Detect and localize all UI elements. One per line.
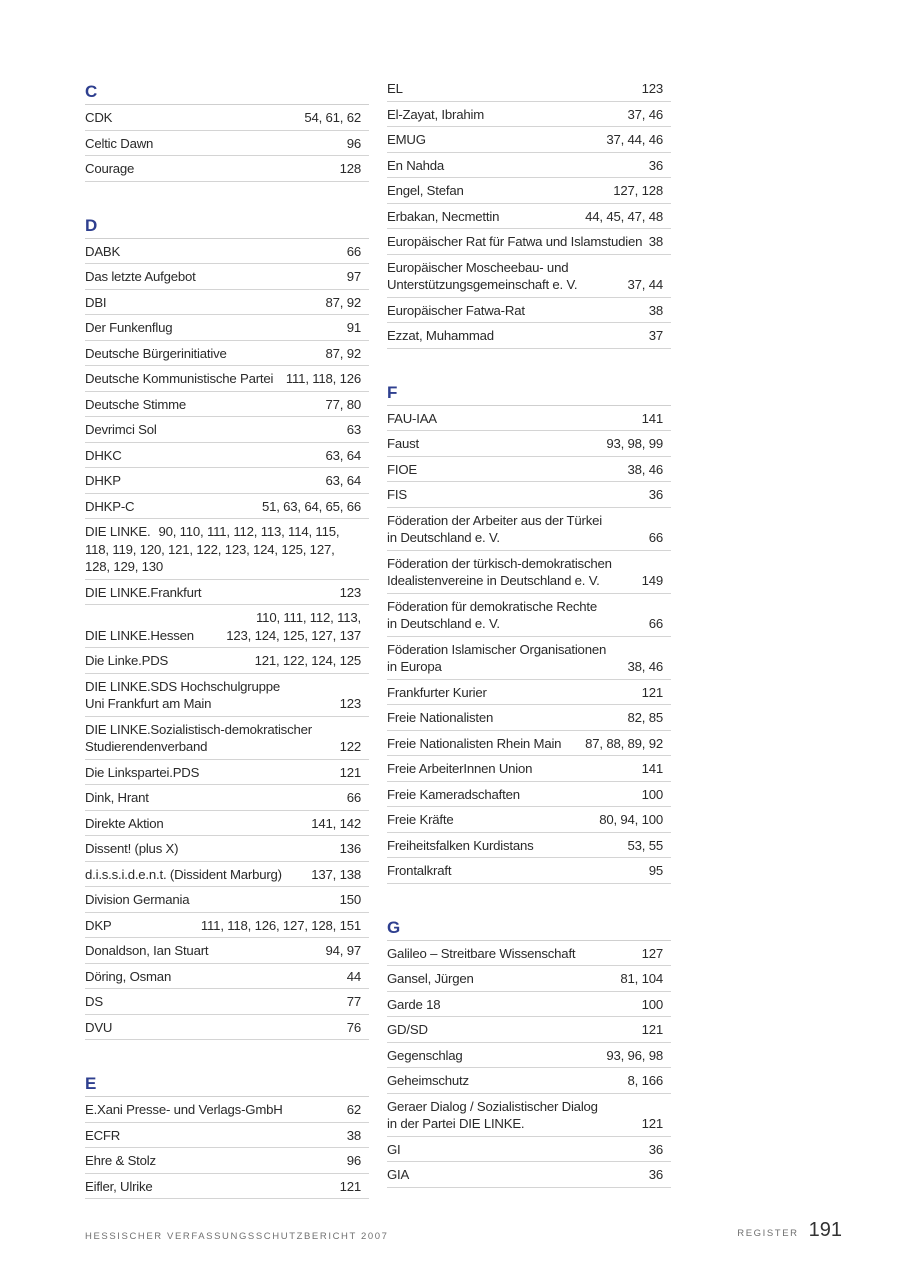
index-entry [387,178,671,204]
index-entry [387,204,671,230]
section-spacer [85,1040,369,1068]
index-entry [387,323,671,349]
index-entry [85,366,369,392]
entry-term: DIE LINKE. [85,524,151,539]
entry-pages: 76 [346,1019,361,1035]
index-entry [387,1094,671,1137]
entry-term: Galileo – Streitbare Wissenschaft [387,945,576,961]
entry-pages: 77 [346,994,361,1009]
entry-pages: 123 [339,696,361,711]
entry-pages: 121 [641,1022,663,1037]
index-entry [85,494,369,520]
entry-term: Freie Nationalisten Rhein Main [387,735,562,751]
index-entry [85,341,369,367]
entry-pages: 80, 94, 100 [599,812,663,827]
entry-pages: 38, 46 [627,659,663,674]
entry-pages: 87, 92 [325,345,361,361]
entry-pages: 100 [641,996,663,1012]
entry-term: EL [387,81,403,96]
entry-pages: 121 [641,684,663,700]
entry-pages: 136 [339,841,361,856]
entry-term: Die Linkspartei.PDS [85,764,200,780]
entry-pages: 37, 46 [627,106,663,122]
index-entry [85,785,369,811]
entry-pages: 127 [641,945,663,961]
entry-pages: 137, 138 [311,866,361,882]
entry-term: Föderation Islamischer Organisationen in Europa [387,641,607,674]
index-entry [85,1097,369,1123]
entry-term: DBI [85,294,107,310]
entry-pages: 53, 55 [627,837,663,853]
index-entry [387,457,671,483]
section-spacer [387,349,671,377]
entry-term: DIE LINKE.Hessen [85,627,194,643]
entry-pages: 141 [641,410,663,426]
entry-term: Donaldson, Ian Stuart [85,943,209,958]
entry-term: Europäischer Rat für Fatwa und Islamstudien [387,234,643,249]
index-column-left [85,76,369,1199]
index-entry [387,255,671,298]
index-entry [85,315,369,341]
entry-pages: 54, 61, 62 [304,110,361,125]
index-entry [387,153,671,179]
entry-pages: 36 [648,157,663,173]
entry-term: Föderation der türkisch-demokratischen Idealistenvereine in Deutschland e. V. [387,555,612,588]
entry-term: GD/SD [387,1022,428,1037]
section-letter-heading: G [387,912,671,941]
section-letter-heading: C [85,76,369,105]
index-entry [85,964,369,990]
entry-pages: 141, 142 [311,815,361,831]
entry-term: GI [387,1141,401,1157]
entry-pages: 51, 63, 64, 65, 66 [261,498,361,514]
index-entry [85,392,369,418]
entry-pages: 110, 111, 112, 113, 123, 124, 125, 127, 137 [226,610,361,643]
entry-term: DIE LINKE.SDS Hochschulgruppe Uni Frankfurt am Main [85,678,281,711]
index-entry [85,605,369,648]
index-entry [387,1043,671,1069]
entry-pages: 36 [648,1141,663,1157]
entry-pages: 127, 128 [613,183,663,198]
entry-pages: 36 [648,487,663,502]
entry-term: El-Zayat, Ibrahim [387,106,485,122]
index-entry [85,290,369,316]
section-letter-heading: F [387,377,671,406]
entry-pages: 141 [641,761,663,776]
footer-register [737,1219,842,1242]
entry-term: Der Funkenflug [85,320,173,335]
index-entry [387,637,671,680]
entry-pages: 66 [648,616,663,631]
index-entry [387,680,671,706]
entry-term: Das letzte Aufgebot [85,269,196,284]
index-entry [387,731,671,757]
entry-pages: 82, 85 [627,710,663,725]
index-entry [387,705,671,731]
entry-term: Freiheitsfalken Kurdistans [387,837,534,853]
index-entry [85,1174,369,1200]
index-entry [85,239,369,265]
index-entry [85,887,369,913]
index-entry [85,913,369,939]
index-entry [387,1137,671,1163]
index-entry [387,833,671,859]
index-entry [85,717,369,760]
entry-pages: 111, 118, 126, 127, 128, 151 [200,917,361,933]
index-entry [85,938,369,964]
index-entry [85,862,369,888]
entry-term: Erbakan, Necmettin [387,208,500,224]
entry-term: DABK [85,243,121,259]
index-entry [387,508,671,551]
entry-term: Gansel, Jürgen [387,971,474,986]
entry-term: Geraer Dialog / Sozialistischer Dialog in der Partei DIE LINKE. [387,1098,598,1131]
index-entry [85,674,369,717]
index-entry [387,1017,671,1043]
entry-pages: 62 [346,1102,361,1117]
entry-term: Courage [85,161,135,176]
entry-pages: 66 [648,530,663,545]
entry-term: Freie Kameradschaften [387,786,520,802]
index-entry [85,811,369,837]
index-entry [387,298,671,324]
index-entry [387,966,671,992]
entry-pages: 37, 44, 46 [606,132,663,147]
entry-pages: 37 [648,328,663,343]
section-spacer [85,182,369,210]
entry-pages: 149 [641,573,663,588]
entry-term: CDK [85,110,113,125]
entry-term: Europäischer Moscheebau- und Unterstützungsgemeinschaft e. V. [387,259,578,292]
entry-pages: 63 [346,422,361,437]
entry-pages: 121 [339,764,361,780]
index-entry [85,443,369,469]
index-entry [85,989,369,1015]
entry-term: Föderation für demokratische Rechte in Deutschland e. V. [387,598,597,631]
entry-term: En Nahda [387,157,445,173]
index-entry [387,229,671,255]
index-entry [387,482,671,508]
index-entry [387,102,671,128]
entry-term: E.Xani Presse- und Verlags-GmbH [85,1102,283,1117]
entry-pages: 96 [346,135,361,151]
index-entry [387,782,671,808]
entry-term: FIOE [387,461,417,477]
entry-term: FAU-IAA [387,410,437,426]
entry-pages: 150 [339,892,361,907]
entry-pages: 94, 97 [325,943,361,958]
section-letter-heading: E [85,1068,369,1097]
index-entry [85,156,369,182]
entry-pages: 38 [648,302,663,318]
entry-term: Frankfurter Kurier [387,684,487,700]
entry-pages: 44, 45, 47, 48 [585,208,663,224]
entry-pages: 38, 46 [627,461,663,477]
entry-term: DIE LINKE.Frankfurt [85,584,202,600]
index-entry [387,1162,671,1188]
entry-pages: 123 [641,81,663,96]
index-entry [387,1068,671,1094]
entry-term: Garde 18 [387,996,441,1012]
index-entry [85,1148,369,1174]
entry-pages: 81, 104 [620,971,663,986]
entry-term: Celtic Dawn [85,135,154,151]
entry-term: GIA [387,1167,410,1182]
index-entry [85,836,369,862]
index-entry [85,760,369,786]
entry-term: Die Linke.PDS [85,653,169,668]
entry-term: Direkte Aktion [85,815,164,831]
index-entry [85,1015,369,1041]
entry-pages: 77, 80 [325,396,361,412]
entry-pages: 100 [641,786,663,802]
entry-pages: 121 [339,1178,361,1194]
index-entry [387,941,671,967]
index-entry [387,406,671,432]
entry-pages: 38 [648,234,663,249]
entry-term: Dissent! (plus X) [85,841,179,856]
index-entry [85,1123,369,1149]
entry-term: Deutsche Bürgerinitiative [85,345,227,361]
entry-term: Ezzat, Muhammad [387,328,494,343]
entry-pages: 90, 110, 111, 112, 113, 114, 115, 118, 119, 120, 121, 122, 123, 124, 125, 127, 128, 129, 130 [85,524,340,574]
entry-term: Europäischer Fatwa-Rat [387,302,525,318]
footer-section-label: REGISTER [737,1228,799,1239]
entry-term: Deutsche Stimme [85,396,187,412]
entry-term: ECFR [85,1127,121,1143]
entry-term: Dink, Hrant [85,790,149,805]
entry-term: FIS [387,487,407,502]
entry-pages: 8, 166 [627,1073,663,1088]
index-entry [85,417,369,443]
section-letter-heading: D [85,210,369,239]
entry-pages: 36 [648,1167,663,1182]
entry-term: Gegenschlag [387,1047,463,1063]
index-entry [387,858,671,884]
entry-pages: 66 [346,790,361,805]
index-entry [387,127,671,153]
entry-term: Freie Kräfte [387,812,454,827]
entry-term: Division Germania [85,892,190,907]
index-entry [387,551,671,594]
index-entry [85,519,369,580]
footer-publication: HESSISCHER VERFASSUNGSSCHUTZBERICHT 2007 [85,1231,389,1242]
index-entry [85,131,369,157]
entry-pages: 93, 98, 99 [606,436,663,451]
entry-term: Döring, Osman [85,968,172,984]
index-entry [85,105,369,131]
entry-term: Faust [387,436,419,451]
entry-term: d.i.s.s.i.d.e.n.t. (Dissident Marburg) [85,866,282,882]
section-spacer [387,884,671,912]
entry-term: EMUG [387,132,426,147]
entry-pages: 95 [648,863,663,878]
index-entry [85,580,369,606]
entry-term: Freie ArbeiterInnen Union [387,761,533,776]
entry-pages: 96 [346,1153,361,1168]
entry-pages: 111, 118, 126 [285,371,361,386]
index-column-right [387,76,671,1188]
entry-pages: 122 [339,739,361,754]
entry-pages: 87, 92 [325,294,361,310]
entry-term: Ehre & Stolz [85,1153,156,1168]
entry-term: DHKC [85,447,122,463]
entry-term: DVU [85,1019,113,1035]
entry-term: DHKP-C [85,498,135,514]
entry-term: DS [85,994,103,1009]
entry-pages: 91 [346,320,361,335]
entry-term: DHKP [85,473,121,488]
entry-pages: 121 [641,1116,663,1131]
entry-term: Devrimci Sol [85,422,157,437]
index-entry [85,264,369,290]
entry-term: Deutsche Kommunistische Partei [85,371,274,386]
index-entry [387,992,671,1018]
entry-pages: 128 [339,161,361,176]
entry-pages: 44 [346,968,361,984]
index-entry [387,756,671,782]
entry-term: DIE LINKE.Sozialistisch-demokratischer Studierendenverband [85,721,312,754]
index-entry [387,594,671,637]
entry-pages: 37, 44 [627,277,663,292]
index-entry [85,648,369,674]
index-entry [387,431,671,457]
entry-term: DKP [85,917,112,933]
entry-pages: 123 [339,584,361,600]
index-entry [387,807,671,833]
entry-term: Engel, Stefan [387,183,464,198]
entry-term: Föderation der Arbeiter aus der Türkei in Deutschland e. V. [387,512,602,545]
entry-pages: 66 [346,243,361,259]
entry-term: Geheimschutz [387,1073,469,1088]
entry-pages: 93, 96, 98 [606,1047,663,1063]
index-entry [387,76,671,102]
entry-pages: 121, 122, 124, 125 [254,653,361,668]
entry-pages: 63, 64 [325,473,361,488]
entry-pages: 97 [346,269,361,284]
entry-pages: 87, 88, 89, 92 [585,735,663,751]
entry-term: Freie Nationalisten [387,710,494,725]
index-entry [85,468,369,494]
entry-pages: 38 [346,1127,361,1143]
entry-term: Frontalkraft [387,863,452,878]
page-number: 191 [808,1219,842,1241]
entry-term: Eifler, Ulrike [85,1178,153,1194]
entry-pages: 63, 64 [325,447,361,463]
